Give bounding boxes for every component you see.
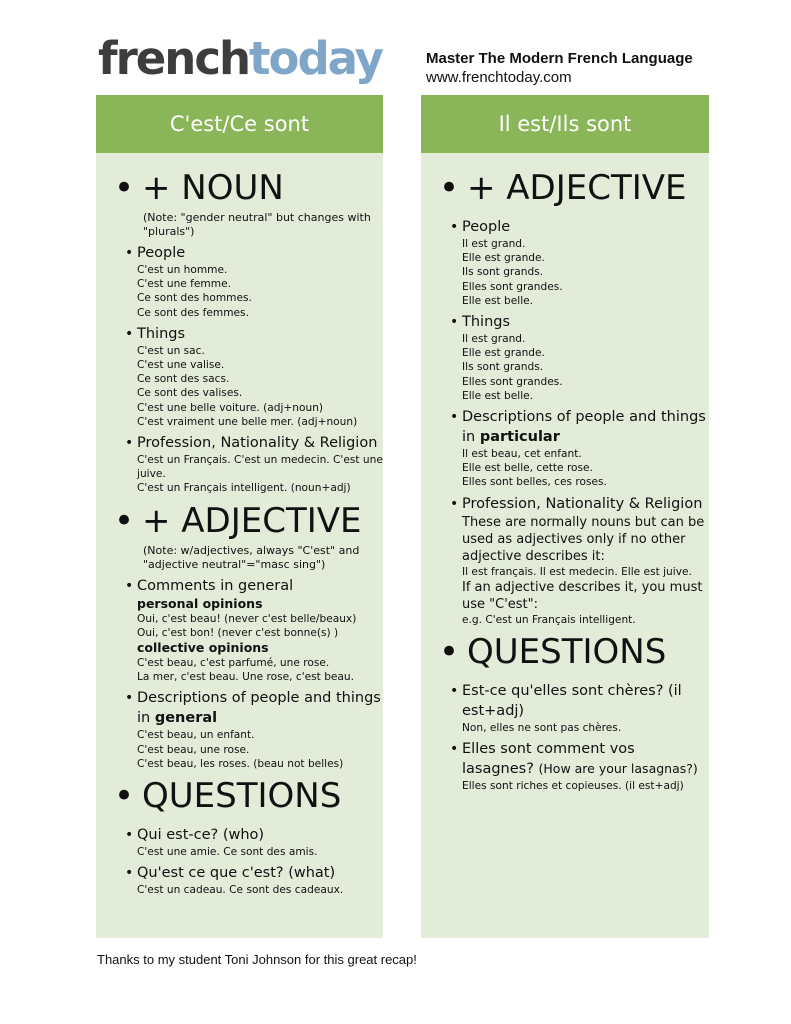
left-column-title: C'est/Ce sont	[96, 95, 383, 153]
example-line: C'est beau, c'est parfumé, une rose.	[137, 657, 330, 670]
example-line: C'est un Français intelligent. (noun+adj)	[137, 482, 351, 495]
example-line: Ils sont grands.	[462, 266, 544, 279]
example-line: Il est beau, cet enfant.	[462, 448, 582, 461]
example-line: C'est un sac.	[137, 344, 205, 357]
collective-opinions-label: collective opinions	[137, 640, 269, 656]
example-line: Elles sont grandes.	[462, 375, 563, 388]
example-line: Il est grand.	[462, 238, 526, 250]
example-line: C'est beau, une rose.	[137, 743, 250, 756]
question-label-text: Elles sont comment vos lasagnes?	[462, 741, 635, 778]
things-label: • Things	[96, 324, 383, 344]
questions-heading: • QUESTIONS	[421, 631, 709, 673]
things-label: • Things	[421, 312, 709, 332]
profession-label: • Profession, Nationality & Religion	[96, 433, 383, 453]
example-line: Ce sont des femmes.	[137, 306, 249, 319]
adjective-heading: • + ADJECTIVE	[421, 167, 709, 209]
example-line: Ce sont des valises.	[137, 387, 243, 400]
example-line: Oui, c'est bon! (never c'est bonne(s) )	[137, 626, 339, 639]
example-line: Elles sont grandes.	[462, 280, 563, 293]
example-line: C'est une valise.	[137, 359, 225, 372]
profession-explanation: If an adjective describes it, you must use "C'est":	[462, 579, 703, 612]
example-line: Elle est grande.	[462, 347, 545, 360]
example-line: C'est une amie. Ce sont des amis.	[137, 846, 318, 859]
right-column	[421, 95, 709, 938]
example-line: C'est un Français. C'est un medecin. C'est une juive.	[137, 454, 383, 481]
example-line: Ce sont des hommes.	[137, 292, 252, 305]
example-line: Oui, c'est beau! (never c'est belle/beaux)	[137, 612, 357, 625]
question-translation: (How are your lasagnas?)	[538, 761, 698, 777]
example-line: C'est un homme.	[137, 264, 228, 276]
example-line: Elle est grande.	[462, 252, 545, 265]
example-line: C'est un cadeau. Ce sont des cadeaux.	[137, 884, 344, 897]
example-line: Elle est belle.	[462, 294, 534, 307]
example-line: e.g. C'est un Français intelligent.	[462, 613, 636, 626]
noun-heading: • + NOUN	[96, 167, 383, 209]
question-label: • Qui est-ce? (who)	[96, 825, 383, 845]
example-line: Elles sont belles, ces roses.	[462, 476, 607, 489]
descriptions-label-bold: particular	[479, 429, 560, 446]
example-line: C'est beau, les roses. (beau not belles)	[137, 757, 344, 770]
comments-label: • Comments in general	[96, 576, 383, 596]
questions-heading: • QUESTIONS	[96, 775, 383, 817]
profession-explanation: These are normally nouns but can be used as adjectives only if no other adjective describes it:	[462, 514, 705, 564]
example-line: La mer, c'est beau. Une rose, c'est beau.	[137, 671, 355, 684]
personal-opinions-label: personal opinions	[137, 595, 263, 611]
example-line: Elle est belle, cette rose.	[462, 462, 593, 475]
right-column-title: Il est/Ils sont	[421, 95, 709, 153]
logo-part-today: today	[249, 32, 383, 85]
people-label: • People	[96, 243, 383, 263]
people-label: • People	[421, 217, 709, 237]
example-line: Non, elles ne sont pas chères.	[462, 722, 622, 735]
descriptions-label	[421, 407, 709, 447]
example-line: C'est une femme.	[137, 278, 231, 291]
example-line: C'est vraiment une belle mer. (adj+noun)	[137, 415, 358, 428]
adjective-note: (Note: w/adjectives, always "C'est" and "adjective neutral"="masc sing")	[143, 543, 360, 571]
tagline: Master The Modern French Language	[426, 50, 693, 67]
question-label: • Qu'est ce que c'est? (what)	[96, 863, 383, 883]
descriptions-label-text: Descriptions of people and things in	[137, 690, 381, 727]
example-line: Il est français. Il est medecin. Elle est juive.	[462, 565, 692, 578]
example-line: Elle est belle.	[462, 389, 534, 402]
example-line: Ils sont grands.	[462, 361, 544, 374]
website-link[interactable]: www.frenchtoday.com	[426, 69, 572, 86]
example-line: Ce sont des sacs.	[137, 373, 230, 386]
example-line: C'est une belle voiture. (adj+noun)	[137, 401, 324, 414]
question-label: • Est-ce qu'elles sont chères? (il est+adj)	[421, 681, 709, 721]
profession-label: • Profession, Nationality & Religion	[421, 494, 709, 514]
footer-credit: Thanks to my student Toni Johnson for this great recap!	[97, 952, 417, 967]
frenchtoday-logo	[98, 32, 383, 85]
example-line: C'est beau, un enfant.	[137, 729, 255, 742]
example-line: Elles sont riches et copieuses. (il est+adj)	[462, 780, 684, 793]
logo-part-french: french	[98, 32, 250, 85]
adjective-heading: • + ADJECTIVE	[96, 500, 383, 542]
descriptions-label-text: Descriptions of people and things in	[462, 409, 706, 446]
descriptions-label	[96, 688, 383, 728]
left-column	[96, 95, 383, 938]
descriptions-label-bold: general	[154, 710, 218, 727]
question-label	[421, 739, 709, 779]
example-line: Il est grand.	[462, 333, 526, 346]
noun-note: (Note: "gender neutral" but changes with "plurals")	[143, 211, 371, 238]
